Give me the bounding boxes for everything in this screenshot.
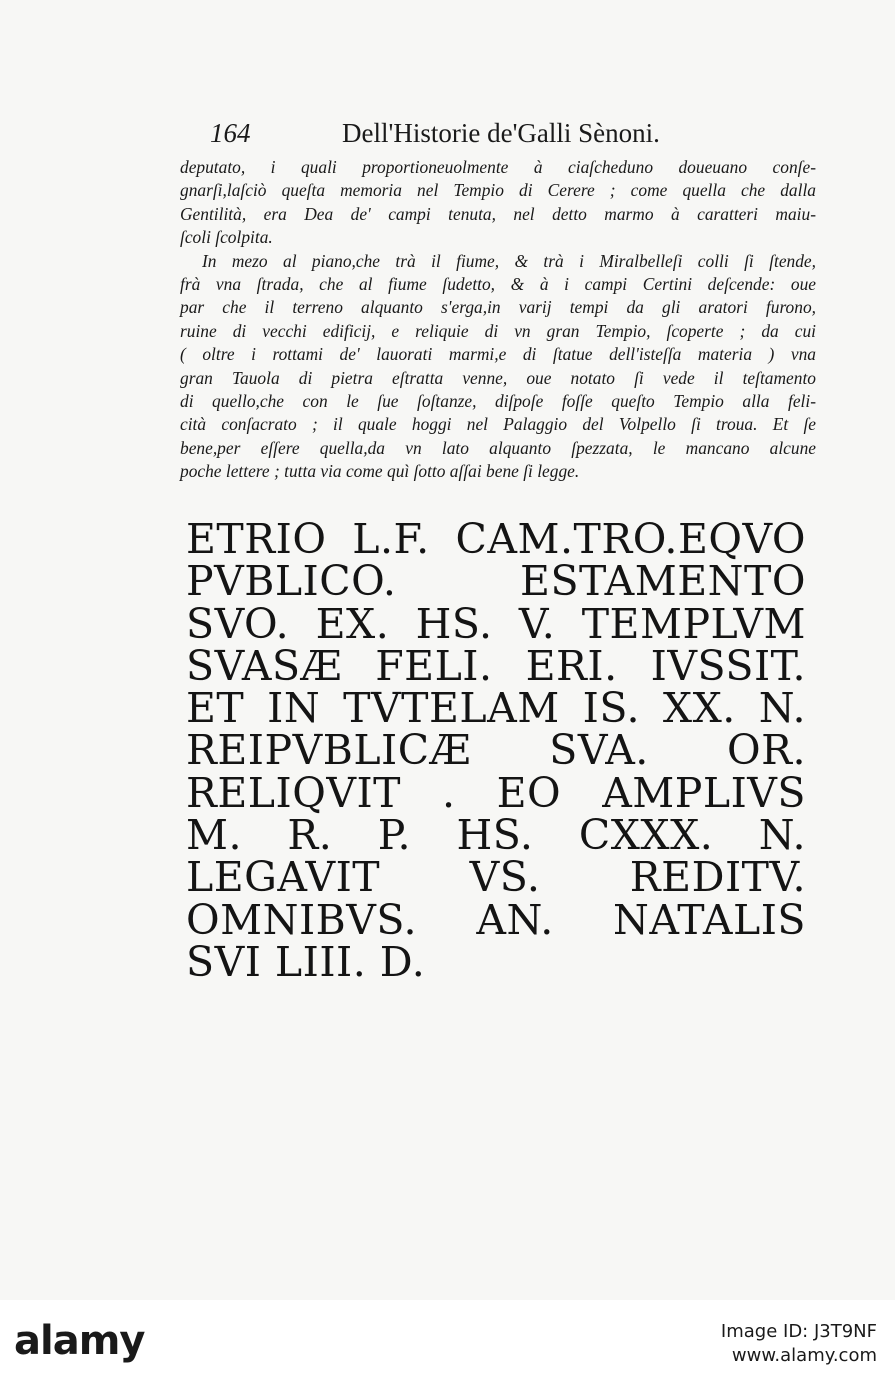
running-head: Dell'Historie de'Galli Sènoni. [342, 118, 660, 148]
text-line: ſcoli ſcolpita. [180, 227, 273, 248]
watermark-info [721, 1320, 877, 1368]
site-url: www.alamy.com [731, 1345, 877, 1366]
inscription-line: PVBLICO. ESTAMENTO [186, 557, 806, 606]
text-line: di quello,che con le ſue ſoſtanze, diſpoſe foſſe queſto Tempio alla feli- [180, 390, 816, 411]
text-line: In mezo al piano,che trà il fiume, & trà i Miralbelleſi colli ſi ſtende, [202, 250, 816, 271]
text-line: ( oltre i rottami de' lauorati marmi,e di ſtatue dell'isteſſa materia ) vna [180, 344, 816, 365]
image-id: Image ID: J3T9NF [720, 1321, 877, 1342]
page-header [210, 118, 820, 152]
inscription-line: ET IN TVTELAM IS. XX. N. [186, 684, 806, 733]
text-line: Gentilità, era Dea de' campi tenuta, nel detto marmo à caratteri maiu- [180, 203, 816, 224]
alamy-logo: alamy [14, 1318, 145, 1364]
inscription-line: LEGAVIT VS. REDITV. [186, 853, 806, 902]
latin-inscription [186, 515, 806, 986]
inscription-line: ETRIO L.F. CAM.TRO.EQVO [186, 515, 806, 563]
inscription-line: SVO. EX. HS. V. TEMPLVM [186, 599, 806, 648]
inscription-line: SVI LIII. D. [186, 937, 426, 986]
text-line: gran Tauola di pietra eſtratta venne, oue notato ſi vede il teſtamento [180, 367, 816, 388]
text-line: frà vna ſtrada, che al fiume ſudetto, & à i campi Certini deſcende: oue [180, 273, 816, 294]
inscription-line: SVASÆ FELI. ERI. IVSSIT. [186, 641, 806, 690]
text-line: deputato, i quali proportioneuolmente à ciaſchedunо doueuano conſe- [180, 157, 816, 177]
inscription-line: OMNIBVS. AN. NATALIS [186, 895, 806, 944]
body-text [180, 156, 816, 483]
text-line: ruine di vecchi edificij, e reliquie di vn gran Tempio, ſcoperte ; da cui [180, 320, 816, 341]
inscription-line: RELIQVIT . EO AMPLIVS [186, 768, 806, 817]
text-line: par che il terreno alquanto s'erga,in varij tempi da gli aratori furono, [180, 297, 816, 318]
text-line: gnarſi,laſciò queſta memoria nel Tempio di Cerere ; come quella che dalla [180, 180, 816, 201]
text-line: poche lettere ; tutta via come quì ſotto aſſai bene ſi legge. [180, 461, 580, 482]
text-line: bene,per eſſere quella,da vn lato alquanto ſpezzata, le mancano alcune [180, 437, 816, 458]
inscription-line: M. R. P. HS. CXXX. N. [186, 811, 806, 860]
text-line: cità conſacrato ; il quale hoggi nel Palaggio del Volpello ſi troua. Et ſe [180, 414, 816, 435]
page-number: 164 [210, 118, 251, 148]
inscription-line: REIPVBLICÆ SVA. OR. [186, 726, 806, 775]
